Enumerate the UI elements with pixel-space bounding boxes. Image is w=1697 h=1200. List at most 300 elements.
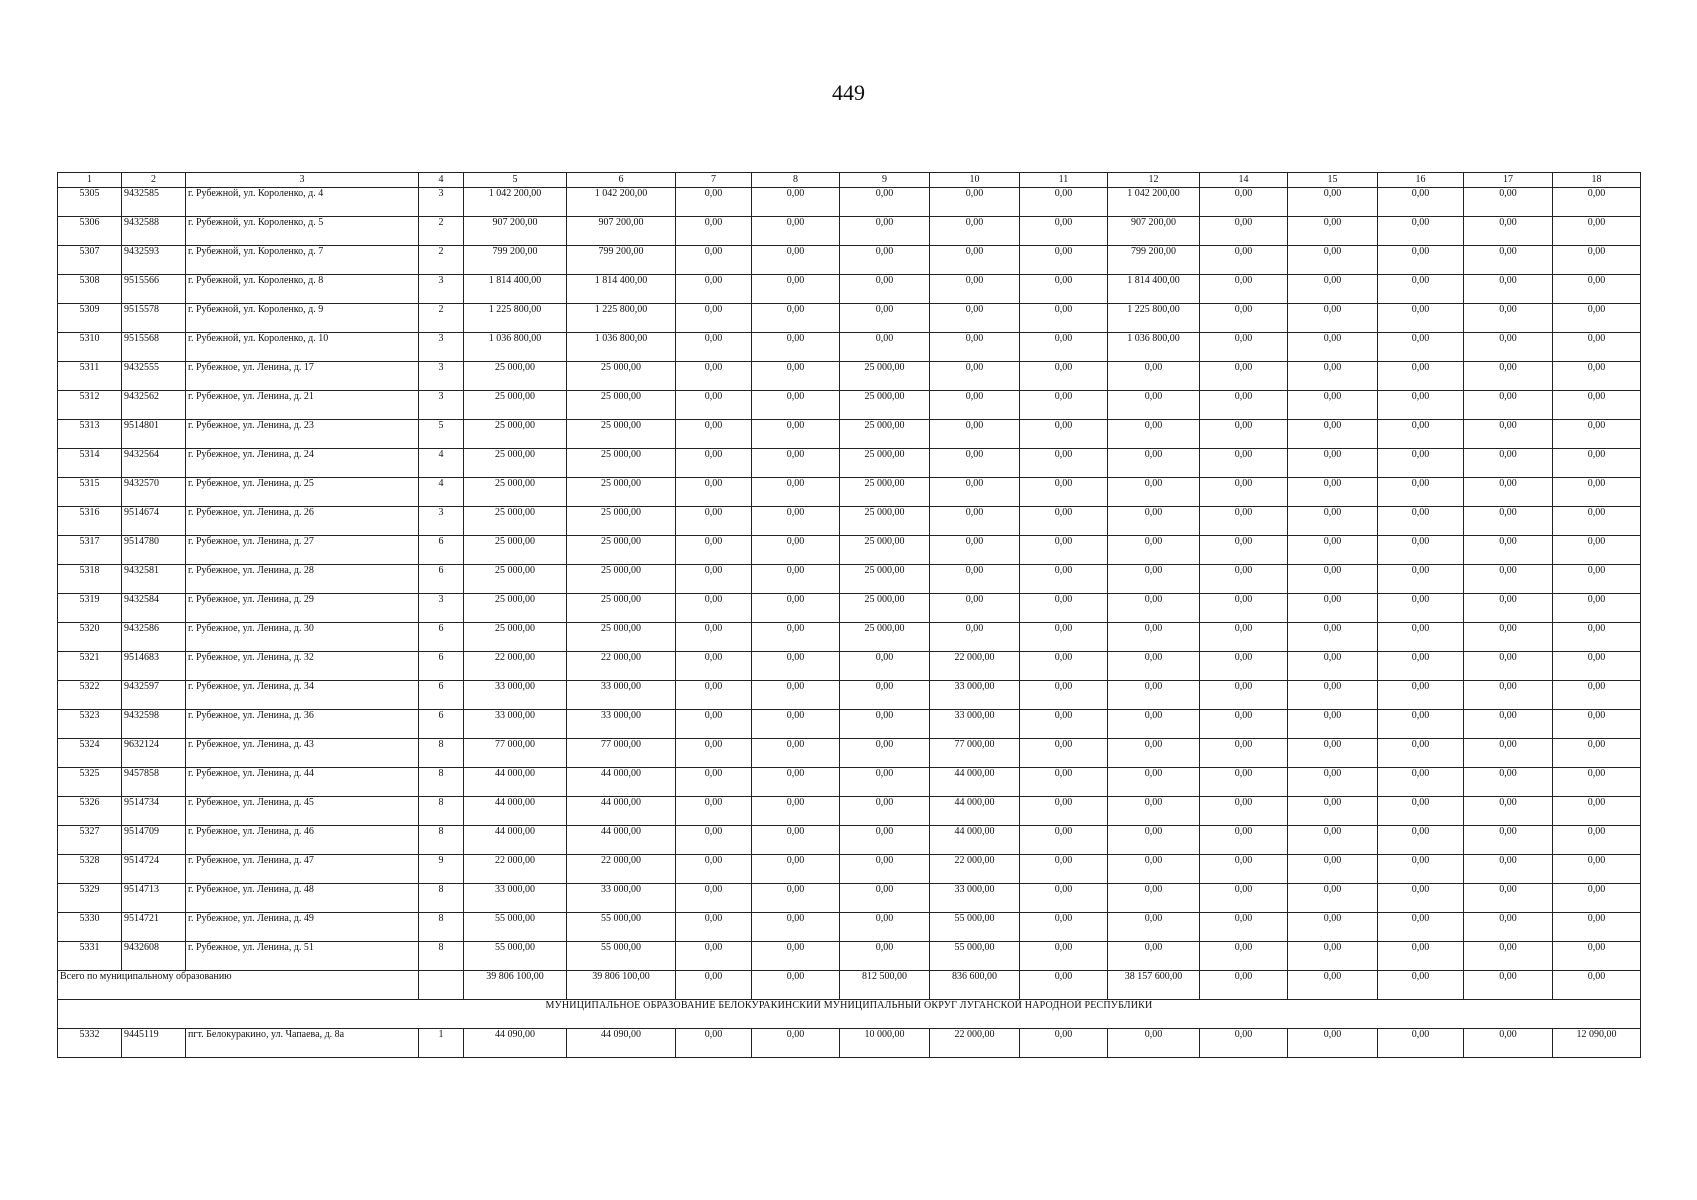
table-cell: 0,00 — [1200, 536, 1288, 565]
table-cell: 0,00 — [1200, 623, 1288, 652]
table-row — [58, 362, 1641, 391]
table-cell: 5308 — [58, 275, 122, 304]
column-number-cell: 1 — [58, 173, 122, 188]
table-cell: 0,00 — [1020, 188, 1108, 217]
table-cell: 0,00 — [752, 855, 840, 884]
table-cell: 0,00 — [1108, 913, 1200, 942]
table-cell: 25 000,00 — [840, 536, 930, 565]
table-cell: 0,00 — [1553, 855, 1641, 884]
table-cell: 1 042 200,00 — [464, 188, 567, 217]
column-number-cell: 9 — [840, 173, 930, 188]
table-cell: 9432564 — [122, 449, 186, 478]
table-cell: 0,00 — [930, 623, 1020, 652]
table-cell: 0,00 — [840, 942, 930, 971]
table-cell: 0,00 — [676, 797, 752, 826]
table-cell: 9432597 — [122, 681, 186, 710]
table-cell: 0,00 — [840, 681, 930, 710]
table-cell: 0,00 — [1464, 333, 1553, 362]
table-cell: 0,00 — [1108, 449, 1200, 478]
table-cell: 0,00 — [752, 594, 840, 623]
table-cell: 0,00 — [752, 884, 840, 913]
table-cell: 0,00 — [1288, 420, 1378, 449]
table-cell: г. Рубежное, ул. Ленина, д. 29 — [186, 594, 419, 623]
table-cell: 0,00 — [1378, 449, 1464, 478]
table-cell: 9514674 — [122, 507, 186, 536]
table-cell: 0,00 — [840, 275, 930, 304]
table-cell: 33 000,00 — [464, 884, 567, 913]
table-cell: 25 000,00 — [567, 362, 676, 391]
table-cell: 9514709 — [122, 826, 186, 855]
table-cell: 0,00 — [1288, 304, 1378, 333]
table-cell: 0,00 — [676, 739, 752, 768]
table-cell: 0,00 — [1288, 681, 1378, 710]
table-cell: 0,00 — [1464, 420, 1553, 449]
table-cell: 3 — [419, 275, 464, 304]
table-cell: 0,00 — [1108, 536, 1200, 565]
table-cell: 0,00 — [1200, 217, 1288, 246]
table-cell: 0,00 — [930, 362, 1020, 391]
table-cell: 0,00 — [1020, 536, 1108, 565]
table-cell: г. Рубежное, ул. Ленина, д. 21 — [186, 391, 419, 420]
table-cell: 0,00 — [1464, 217, 1553, 246]
table-cell: 0,00 — [752, 217, 840, 246]
table-cell: г. Рубежное, ул. Ленина, д. 23 — [186, 420, 419, 449]
table-cell: 3 — [419, 594, 464, 623]
table-cell: 0,00 — [1553, 391, 1641, 420]
table-row — [58, 536, 1641, 565]
table-cell: 9432584 — [122, 594, 186, 623]
summary-cell: 836 600,00 — [930, 971, 1020, 1000]
table-cell: 9514734 — [122, 797, 186, 826]
table-cell: 55 000,00 — [567, 913, 676, 942]
table-cell: 1 225 800,00 — [567, 304, 676, 333]
table-row — [58, 1029, 1641, 1058]
table-cell: 0,00 — [676, 246, 752, 275]
table-cell: 0,00 — [1108, 826, 1200, 855]
table-cell: 0,00 — [1464, 304, 1553, 333]
table-cell: 0,00 — [1378, 797, 1464, 826]
table-cell: 9514683 — [122, 652, 186, 681]
table-cell: 0,00 — [1464, 855, 1553, 884]
table-cell: 25 000,00 — [464, 449, 567, 478]
table-cell: 0,00 — [1108, 884, 1200, 913]
table-cell: 0,00 — [752, 188, 840, 217]
table-cell: 907 200,00 — [567, 217, 676, 246]
table-cell: 0,00 — [676, 942, 752, 971]
table-cell: 0,00 — [1553, 913, 1641, 942]
table-cell: 0,00 — [752, 913, 840, 942]
table-cell: 5328 — [58, 855, 122, 884]
table-row — [58, 275, 1641, 304]
table-cell: 0,00 — [840, 652, 930, 681]
table-cell: 1 — [419, 1029, 464, 1058]
table-cell: 5309 — [58, 304, 122, 333]
table-cell: 0,00 — [1200, 391, 1288, 420]
table-cell: 0,00 — [1200, 913, 1288, 942]
table-cell: 5312 — [58, 391, 122, 420]
table-row — [58, 333, 1641, 362]
table-cell: 799 200,00 — [1108, 246, 1200, 275]
table-cell: 0,00 — [1464, 739, 1553, 768]
table-row — [58, 942, 1641, 971]
table-cell: 907 200,00 — [1108, 217, 1200, 246]
table-cell: 0,00 — [1020, 797, 1108, 826]
table-cell: 8 — [419, 884, 464, 913]
table-cell: 5329 — [58, 884, 122, 913]
table-cell: 0,00 — [676, 333, 752, 362]
table-cell: 0,00 — [1108, 391, 1200, 420]
table-cell: 0,00 — [1553, 826, 1641, 855]
column-number-cell: 10 — [930, 173, 1020, 188]
table-cell: 0,00 — [1288, 797, 1378, 826]
table-cell: 0,00 — [1553, 681, 1641, 710]
table-cell: 25 000,00 — [840, 449, 930, 478]
table-cell: 5321 — [58, 652, 122, 681]
table-cell: 0,00 — [930, 594, 1020, 623]
summary-row — [58, 971, 1641, 1000]
table-row — [58, 652, 1641, 681]
table-cell: 0,00 — [840, 739, 930, 768]
table-cell: 2 — [419, 304, 464, 333]
table-cell: 0,00 — [1200, 507, 1288, 536]
table-cell: 0,00 — [1020, 246, 1108, 275]
table-cell: 0,00 — [1288, 942, 1378, 971]
table-cell: 0,00 — [676, 304, 752, 333]
table-cell: 0,00 — [1464, 449, 1553, 478]
table-cell: 1 814 400,00 — [464, 275, 567, 304]
table-cell: 5317 — [58, 536, 122, 565]
table-cell: 5330 — [58, 913, 122, 942]
table-cell: 0,00 — [1200, 565, 1288, 594]
table-cell: 0,00 — [1108, 710, 1200, 739]
table-cell: 55 000,00 — [930, 942, 1020, 971]
table-cell: г. Рубежное, ул. Ленина, д. 36 — [186, 710, 419, 739]
table-cell: 0,00 — [1020, 855, 1108, 884]
table-cell: 9432562 — [122, 391, 186, 420]
summary-cell: 0,00 — [676, 971, 752, 1000]
table-cell: 0,00 — [1200, 362, 1288, 391]
table-cell: 0,00 — [840, 797, 930, 826]
table-cell: 0,00 — [676, 826, 752, 855]
table-cell: 0,00 — [1378, 681, 1464, 710]
table-cell: 0,00 — [676, 478, 752, 507]
table-cell: 44 000,00 — [567, 826, 676, 855]
table-cell: 25 000,00 — [567, 623, 676, 652]
table-cell: 9432570 — [122, 478, 186, 507]
summary-empty-cell — [419, 971, 464, 1000]
table-cell: 0,00 — [930, 507, 1020, 536]
table-cell: 0,00 — [1288, 246, 1378, 275]
table-cell: 0,00 — [752, 768, 840, 797]
table-cell: 0,00 — [1020, 478, 1108, 507]
table-cell: 4 — [419, 449, 464, 478]
table-cell: г. Рубежное, ул. Ленина, д. 45 — [186, 797, 419, 826]
table-cell: 0,00 — [840, 217, 930, 246]
table-cell: 0,00 — [1464, 942, 1553, 971]
table-cell: 0,00 — [1108, 739, 1200, 768]
table-cell: г. Рубежной, ул. Короленко, д. 9 — [186, 304, 419, 333]
table-cell: 0,00 — [752, 710, 840, 739]
table-cell: 0,00 — [1108, 681, 1200, 710]
table-cell: 0,00 — [752, 304, 840, 333]
table-cell: 0,00 — [1378, 594, 1464, 623]
table-cell: 0,00 — [1553, 362, 1641, 391]
table-cell: 0,00 — [752, 333, 840, 362]
table-row — [58, 420, 1641, 449]
table-cell: 25 000,00 — [567, 449, 676, 478]
table-cell: 5307 — [58, 246, 122, 275]
table-cell: 25 000,00 — [567, 536, 676, 565]
table-cell: г. Рубежное, ул. Ленина, д. 51 — [186, 942, 419, 971]
table-cell: 5325 — [58, 768, 122, 797]
table-cell: 0,00 — [1288, 739, 1378, 768]
table-cell: 0,00 — [676, 768, 752, 797]
table-cell: 8 — [419, 913, 464, 942]
table-cell: 0,00 — [676, 188, 752, 217]
table-cell: 0,00 — [676, 536, 752, 565]
table-cell: 0,00 — [840, 768, 930, 797]
table-cell: 6 — [419, 536, 464, 565]
register-table — [57, 172, 1641, 1058]
table-cell: 0,00 — [1288, 449, 1378, 478]
summary-cell: 39 806 100,00 — [567, 971, 676, 1000]
table-cell: 25 000,00 — [464, 594, 567, 623]
table-cell: 0,00 — [1378, 1029, 1464, 1058]
table-cell: 9514724 — [122, 855, 186, 884]
table-cell: 0,00 — [752, 623, 840, 652]
table-cell: 0,00 — [1464, 536, 1553, 565]
table-cell: 0,00 — [1553, 797, 1641, 826]
table-cell: 0,00 — [1200, 594, 1288, 623]
table-cell: 25 000,00 — [464, 362, 567, 391]
table-cell: 0,00 — [676, 855, 752, 884]
table-cell: 1 042 200,00 — [1108, 188, 1200, 217]
table-cell: 44 000,00 — [930, 826, 1020, 855]
table-cell: 0,00 — [1020, 768, 1108, 797]
table-cell: г. Рубежное, ул. Ленина, д. 48 — [186, 884, 419, 913]
table-cell: 0,00 — [1108, 855, 1200, 884]
table-cell: 25 000,00 — [567, 507, 676, 536]
table-cell: 9432585 — [122, 188, 186, 217]
table-cell: 0,00 — [930, 536, 1020, 565]
table-cell: 0,00 — [1378, 855, 1464, 884]
table-cell: 0,00 — [1553, 623, 1641, 652]
table-cell: 0,00 — [1464, 507, 1553, 536]
table-cell: 5322 — [58, 681, 122, 710]
table-cell: 44 000,00 — [464, 797, 567, 826]
table-cell: 0,00 — [1378, 884, 1464, 913]
section-title: МУНИЦИПАЛЬНОЕ ОБРАЗОВАНИЕ БЕЛОКУРАКИНСКИЙ МУНИЦИПАЛЬНЫЙ ОКРУГ ЛУГАНСКОЙ НАРОДНОЙ РЕСПУБЛИКИ — [58, 1000, 1641, 1029]
table-cell: 0,00 — [676, 1029, 752, 1058]
column-number-row — [58, 173, 1641, 188]
table-cell: 0,00 — [752, 739, 840, 768]
table-cell: 0,00 — [1200, 246, 1288, 275]
table-cell: 0,00 — [1288, 826, 1378, 855]
table-cell: 5306 — [58, 217, 122, 246]
table-cell: 0,00 — [1553, 884, 1641, 913]
table-cell: 1 036 800,00 — [464, 333, 567, 362]
table-cell: 0,00 — [1288, 391, 1378, 420]
table-cell: 0,00 — [930, 275, 1020, 304]
table-cell: 1 042 200,00 — [567, 188, 676, 217]
table-cell: 0,00 — [1020, 391, 1108, 420]
table-cell: 0,00 — [1464, 478, 1553, 507]
table-cell: 0,00 — [1020, 333, 1108, 362]
table-cell: 0,00 — [752, 362, 840, 391]
table-cell: 25 000,00 — [464, 478, 567, 507]
table-cell: 0,00 — [1378, 188, 1464, 217]
table-cell: 0,00 — [676, 913, 752, 942]
table-cell: 0,00 — [1464, 594, 1553, 623]
table-cell: 25 000,00 — [840, 623, 930, 652]
column-number-cell: 7 — [676, 173, 752, 188]
column-number-cell: 3 — [186, 173, 419, 188]
table-cell: 0,00 — [1378, 710, 1464, 739]
column-number-cell: 18 — [1553, 173, 1641, 188]
table-cell: 0,00 — [1378, 391, 1464, 420]
table-row — [58, 188, 1641, 217]
table-row — [58, 913, 1641, 942]
table-cell: 0,00 — [840, 855, 930, 884]
table-cell: 0,00 — [1288, 652, 1378, 681]
table-cell: 0,00 — [1288, 333, 1378, 362]
table-cell: 5324 — [58, 739, 122, 768]
table-cell: 2 — [419, 246, 464, 275]
table-cell: г. Рубежное, ул. Ленина, д. 30 — [186, 623, 419, 652]
table-cell: 5 — [419, 420, 464, 449]
table-cell: 12 090,00 — [1553, 1029, 1641, 1058]
table-cell: 6 — [419, 681, 464, 710]
table-cell: 0,00 — [1020, 304, 1108, 333]
table-cell: 0,00 — [1553, 565, 1641, 594]
table-cell: 0,00 — [930, 304, 1020, 333]
table-cell: 0,00 — [1378, 507, 1464, 536]
table-cell: 0,00 — [1020, 652, 1108, 681]
table-cell: 25 000,00 — [840, 478, 930, 507]
summary-cell: 0,00 — [1464, 971, 1553, 1000]
table-cell: 0,00 — [1378, 304, 1464, 333]
table-cell: 0,00 — [1288, 855, 1378, 884]
table-cell: 0,00 — [1108, 1029, 1200, 1058]
table-cell: г. Рубежное, ул. Ленина, д. 24 — [186, 449, 419, 478]
table-cell: 0,00 — [1020, 884, 1108, 913]
table-cell: 0,00 — [1553, 449, 1641, 478]
table-cell: 0,00 — [1200, 884, 1288, 913]
table-cell: 0,00 — [1553, 304, 1641, 333]
table-cell: 0,00 — [676, 275, 752, 304]
table-cell: 25 000,00 — [840, 594, 930, 623]
table-cell: 0,00 — [1553, 710, 1641, 739]
table-cell: 0,00 — [1200, 1029, 1288, 1058]
table-cell: 5331 — [58, 942, 122, 971]
table-cell: г. Рубежной, ул. Короленко, д. 10 — [186, 333, 419, 362]
table-cell: 5316 — [58, 507, 122, 536]
table-cell: 0,00 — [1108, 942, 1200, 971]
table-row — [58, 623, 1641, 652]
table-cell: 77 000,00 — [464, 739, 567, 768]
table-cell: 0,00 — [1108, 768, 1200, 797]
table-cell: 0,00 — [1020, 913, 1108, 942]
table-cell: 0,00 — [1464, 275, 1553, 304]
table-cell: 9432593 — [122, 246, 186, 275]
table-cell: 0,00 — [1553, 275, 1641, 304]
table-cell: 0,00 — [676, 710, 752, 739]
table-cell: 22 000,00 — [930, 1029, 1020, 1058]
table-cell: г. Рубежное, ул. Ленина, д. 34 — [186, 681, 419, 710]
table-cell: 0,00 — [1553, 420, 1641, 449]
table-cell: 25 000,00 — [567, 478, 676, 507]
table-cell: 9514801 — [122, 420, 186, 449]
table-cell: 0,00 — [1200, 942, 1288, 971]
table-cell: 0,00 — [1378, 420, 1464, 449]
table-cell: 0,00 — [752, 1029, 840, 1058]
table-cell: 25 000,00 — [840, 391, 930, 420]
table-cell: 44 000,00 — [567, 797, 676, 826]
column-number-cell: 11 — [1020, 173, 1108, 188]
table-cell: 9514780 — [122, 536, 186, 565]
table-cell: г. Рубежное, ул. Ленина, д. 28 — [186, 565, 419, 594]
table-cell: 22 000,00 — [567, 855, 676, 884]
table-cell: 0,00 — [1288, 275, 1378, 304]
column-number-cell: 5 — [464, 173, 567, 188]
table-cell: 0,00 — [752, 478, 840, 507]
table-cell: 55 000,00 — [567, 942, 676, 971]
table-cell: 0,00 — [840, 246, 930, 275]
table-cell: 22 000,00 — [464, 652, 567, 681]
table-cell: 0,00 — [1200, 304, 1288, 333]
column-number-cell: 16 — [1378, 173, 1464, 188]
table-cell: 0,00 — [676, 217, 752, 246]
table-cell: 0,00 — [1020, 739, 1108, 768]
summary-cell: 0,00 — [1020, 971, 1108, 1000]
table-cell: г. Рубежной, ул. Короленко, д. 7 — [186, 246, 419, 275]
table-cell: 0,00 — [1200, 681, 1288, 710]
table-cell: 0,00 — [930, 478, 1020, 507]
table-cell: 0,00 — [1020, 942, 1108, 971]
table-cell: 0,00 — [752, 652, 840, 681]
table-cell: 0,00 — [1553, 188, 1641, 217]
table-cell: 0,00 — [1464, 188, 1553, 217]
table-cell: г. Рубежное, ул. Ленина, д. 25 — [186, 478, 419, 507]
table-cell: 0,00 — [1553, 507, 1641, 536]
table-cell: 0,00 — [752, 826, 840, 855]
table-cell: 9 — [419, 855, 464, 884]
table-cell: г. Рубежное, ул. Ленина, д. 17 — [186, 362, 419, 391]
table-cell: 5319 — [58, 594, 122, 623]
table-cell: 33 000,00 — [930, 710, 1020, 739]
table-cell: 8 — [419, 797, 464, 826]
summary-cell: 0,00 — [1200, 971, 1288, 1000]
table-cell: г. Рубежное, ул. Ленина, д. 46 — [186, 826, 419, 855]
table-cell: 0,00 — [1464, 913, 1553, 942]
table-cell: 0,00 — [1108, 652, 1200, 681]
table-row — [58, 478, 1641, 507]
table-cell: 0,00 — [1108, 594, 1200, 623]
table-cell: 0,00 — [1464, 652, 1553, 681]
table-cell: 0,00 — [1200, 188, 1288, 217]
table-cell: 0,00 — [1020, 420, 1108, 449]
table-cell: 0,00 — [1020, 507, 1108, 536]
table-cell: 44 000,00 — [567, 768, 676, 797]
table-cell: 0,00 — [1020, 565, 1108, 594]
table-cell: 0,00 — [752, 507, 840, 536]
table-cell: 1 814 400,00 — [1108, 275, 1200, 304]
table-cell: 0,00 — [1288, 188, 1378, 217]
table-cell: 0,00 — [1020, 826, 1108, 855]
table-cell: 0,00 — [1108, 478, 1200, 507]
table-cell: 3 — [419, 188, 464, 217]
table-cell: 0,00 — [1378, 623, 1464, 652]
